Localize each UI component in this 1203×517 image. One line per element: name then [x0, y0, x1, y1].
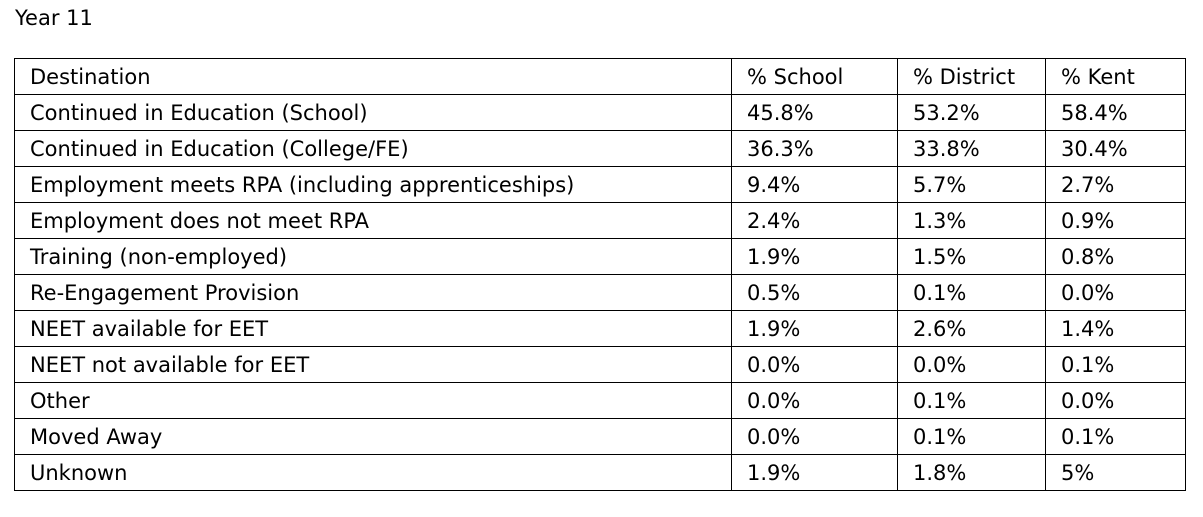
cell-school-pct: 1.9%	[732, 239, 898, 275]
column-header-kent: % Kent	[1046, 59, 1186, 95]
cell-district-pct: 1.8%	[898, 455, 1046, 491]
cell-destination: NEET not available for EET	[15, 347, 732, 383]
cell-district-pct: 2.6%	[898, 311, 1046, 347]
cell-kent-pct: 5%	[1046, 455, 1186, 491]
table-body	[15, 95, 1186, 491]
cell-school-pct: 9.4%	[732, 167, 898, 203]
table-row	[15, 203, 1186, 239]
cell-destination: Training (non-employed)	[15, 239, 732, 275]
cell-destination: Re-Engagement Provision	[15, 275, 732, 311]
table-header	[15, 59, 1186, 95]
cell-school-pct: 45.8%	[732, 95, 898, 131]
cell-district-pct: 33.8%	[898, 131, 1046, 167]
cell-district-pct: 53.2%	[898, 95, 1046, 131]
table-row	[15, 131, 1186, 167]
cell-kent-pct: 2.7%	[1046, 167, 1186, 203]
cell-school-pct: 0.5%	[732, 275, 898, 311]
table-row	[15, 167, 1186, 203]
cell-school-pct: 0.0%	[732, 419, 898, 455]
cell-destination: Continued in Education (College/FE)	[15, 131, 732, 167]
cell-kent-pct: 58.4%	[1046, 95, 1186, 131]
cell-district-pct: 1.3%	[898, 203, 1046, 239]
table-row	[15, 455, 1186, 491]
cell-kent-pct: 30.4%	[1046, 131, 1186, 167]
cell-kent-pct: 0.1%	[1046, 347, 1186, 383]
destinations-table	[14, 58, 1186, 491]
cell-district-pct: 0.1%	[898, 383, 1046, 419]
cell-kent-pct: 1.4%	[1046, 311, 1186, 347]
column-header-district: % District	[898, 59, 1046, 95]
cell-kent-pct: 0.1%	[1046, 419, 1186, 455]
page-title: Year 11	[15, 6, 93, 30]
table-row	[15, 347, 1186, 383]
table-row	[15, 275, 1186, 311]
cell-kent-pct: 0.8%	[1046, 239, 1186, 275]
cell-destination: Continued in Education (School)	[15, 95, 732, 131]
table-row	[15, 95, 1186, 131]
cell-school-pct: 1.9%	[732, 311, 898, 347]
cell-destination: Unknown	[15, 455, 732, 491]
cell-destination: Moved Away	[15, 419, 732, 455]
cell-school-pct: 1.9%	[732, 455, 898, 491]
cell-district-pct: 0.1%	[898, 275, 1046, 311]
cell-kent-pct: 0.0%	[1046, 383, 1186, 419]
cell-district-pct: 0.1%	[898, 419, 1046, 455]
cell-destination: Employment meets RPA (including apprenticeships)	[15, 167, 732, 203]
column-header-destination: Destination	[15, 59, 732, 95]
cell-kent-pct: 0.9%	[1046, 203, 1186, 239]
table-row	[15, 419, 1186, 455]
cell-kent-pct: 0.0%	[1046, 275, 1186, 311]
cell-district-pct: 1.5%	[898, 239, 1046, 275]
cell-destination: Other	[15, 383, 732, 419]
cell-school-pct: 0.0%	[732, 383, 898, 419]
cell-destination: NEET available for EET	[15, 311, 732, 347]
cell-school-pct: 36.3%	[732, 131, 898, 167]
cell-district-pct: 0.0%	[898, 347, 1046, 383]
table-row	[15, 239, 1186, 275]
cell-school-pct: 2.4%	[732, 203, 898, 239]
cell-district-pct: 5.7%	[898, 167, 1046, 203]
table-row	[15, 383, 1186, 419]
header-row	[15, 59, 1186, 95]
column-header-school: % School	[732, 59, 898, 95]
table-row	[15, 311, 1186, 347]
cell-school-pct: 0.0%	[732, 347, 898, 383]
cell-destination: Employment does not meet RPA	[15, 203, 732, 239]
